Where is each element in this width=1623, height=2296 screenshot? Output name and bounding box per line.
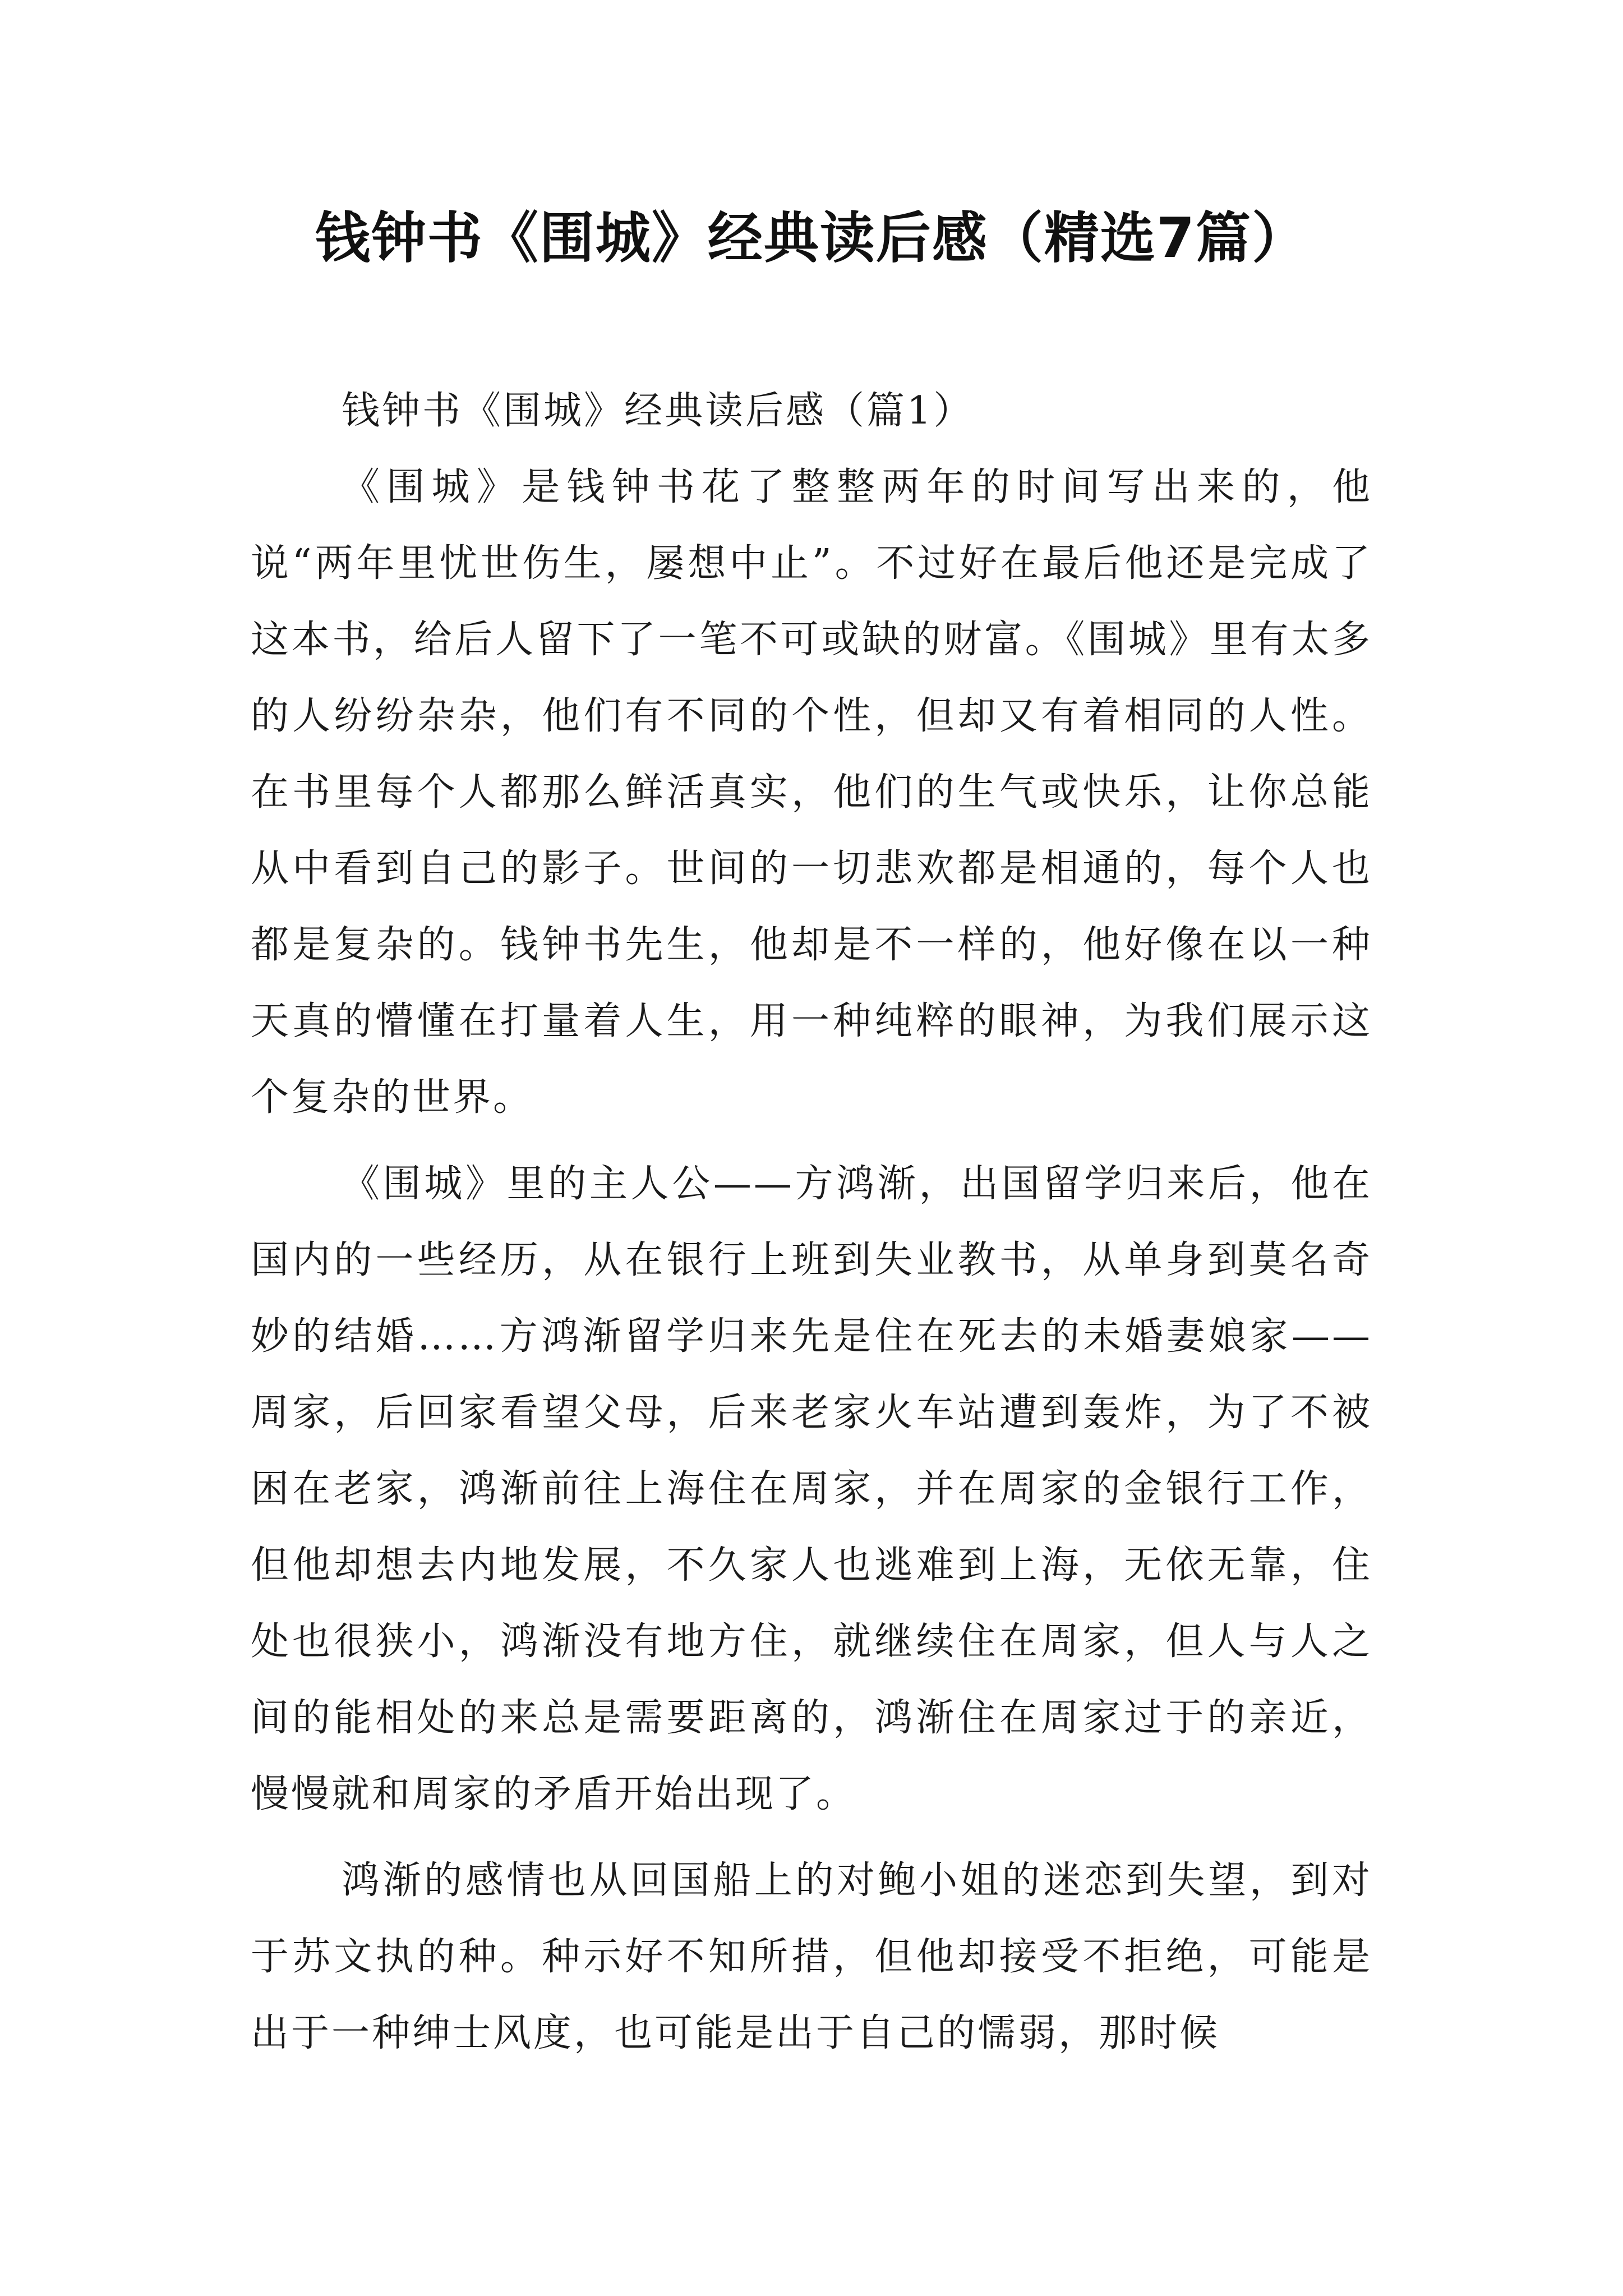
document-body: [251, 373, 1372, 2082]
paragraph: 《围城》是钱钟书花了整整两年的时间写出来的，他说“两年里忧世伤生，屡想中止”。不过好在最后他还是完成了这本书，给后人留下了一笔不可或缺的财富。《围城》里有太多的人纷纷杂杂，他们有不同的个性，但却又有着相同的人性。在书里每个人都那么鲜活真实，他们的生气或快乐，让你总能从中看到自己的影子。世间的一切悲欢都是相通的，每个人也都是复杂的。钱钟书先生，他却是不一样的，他好像在以一种天真的懵懂在打量着人生，用一种纯粹的眼神，为我们展示这个复杂的世界。: [251, 465, 1372, 1120]
document-title: 钱钟书《围城》经典读后感（精选7篇）: [315, 206, 1308, 270]
paragraph: 鸿渐的感情也从回国船上的对鲍小姐的迷恋到失望，到对于苏文执的种。种示好不知所措，但他却接受不拒绝，可能是出于一种绅士风度，也可能是出于自己的懦弱，那时候: [251, 1858, 1372, 2055]
paragraph: 《围城》里的主人公——方鸿渐，出国留学归来后，他在国内的一些经历，从在银行上班到失业教书，从单身到莫名奇妙的结婚……方鸿渐留学归来先是住在死去的未婚妻娘家——周家，后回家看望父母，后来老家火车站遭到轰炸，为了不被困在老家，鸿渐前往上海住在周家，并在周家的金银行工作，但他却想去内地发展，不久家人也逃难到上海，无依无靠，住处也很狭小，鸿渐没有地方住，就继续住在周家，但人与人之间的能相处的来总是需要距离的，鸿渐住在周家过于的亲近，慢慢就和周家的矛盾开始出现了。: [251, 1162, 1372, 1816]
section-heading: 钱钟书《围城》经典读后感（篇1）: [342, 389, 974, 433]
